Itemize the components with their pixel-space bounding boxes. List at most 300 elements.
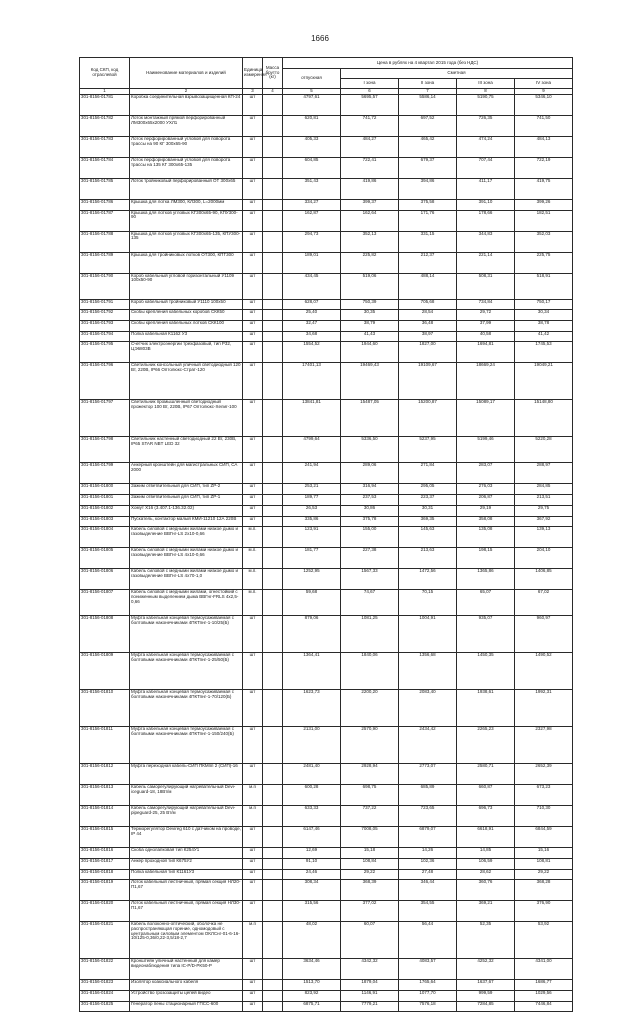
price-cell: 367,92 [515,516,573,527]
unit-cell: шт [243,179,263,200]
code-cell: 301-8156-01784 [80,158,130,179]
price-cell: 999,59 [457,990,515,1001]
table-row [80,858,573,869]
price-cell: 155,00 [341,527,399,548]
unit-cell: шт [243,848,263,859]
unit-cell: м.п [243,806,263,827]
price-cell: 2434,42 [399,727,457,764]
price-cell: 344,83 [457,231,515,252]
code-cell: 301-8156-01787 [80,210,130,231]
price-cell: 237,53 [341,495,399,506]
mass-cell [263,827,283,848]
price-cell: 19469,43 [341,363,399,400]
table-row [80,310,573,321]
price-cell: 2481,40 [283,764,341,785]
mass-cell [263,922,283,959]
name-cell: Крышка для тройниковых лотков ОТ300, КПТ300 [130,252,243,273]
unit-cell: шт [243,959,263,980]
mass-cell [263,569,283,590]
price-cell: 434,45 [283,273,341,299]
unit-cell: шт [243,901,263,922]
price-cell: 737,22 [341,806,399,827]
price-cell: 56,44 [399,922,457,959]
table-row [80,980,573,991]
price-cell: 4252,32 [457,959,515,980]
name-cell: Лоток кабельный лестничный, прямая секция НЛ30-П1,67 [130,901,243,922]
price-cell: 189,77 [283,495,341,506]
table-row [80,1001,573,1012]
unit-cell: шт [243,116,263,137]
price-cell: 289,06 [341,463,399,484]
mass-cell [263,690,283,727]
table-row [80,116,573,137]
unit-cell: м.п. [243,548,263,569]
price-cell: 368,28 [515,880,573,901]
price-cell: 2773,07 [399,764,457,785]
unit-cell: шт [243,200,263,211]
price-cell: 1406,85 [515,569,573,590]
price-cell: 241,94 [283,463,341,484]
price-cell: 284,85 [515,484,573,495]
table-row [80,527,573,548]
unit-cell: шт [243,516,263,527]
price-cell: 139,13 [515,527,573,548]
code-cell: 301-8156-01811 [80,727,130,764]
code-cell: 301-8156-01804 [80,527,130,548]
price-cell: 750,39 [341,299,399,310]
price-cell: 331,15 [399,231,457,252]
price-cell: 369,21 [457,901,515,922]
header-zone-4: IV зона [515,79,573,89]
code-cell: 301-8156-01794 [80,331,130,342]
price-cell: 685,89 [399,785,457,806]
price-cell: 1694,81 [457,342,515,363]
price-cell: 628,07 [283,299,341,310]
unit-cell: шт [243,616,263,653]
unit-cell: шт [243,310,263,321]
price-cell: 7779,21 [341,1001,399,1012]
mass-cell [263,505,283,516]
mass-cell [263,463,283,484]
unit-cell: шт [243,95,263,116]
price-cell: 696,73 [457,806,515,827]
name-cell: Светильник промышленный светодиодный прожектор 100 Вт, 220В, IP67 Оптолюкс-Хелиг-100 [130,400,243,437]
unit-cell: шт [243,463,263,484]
code-cell: 301-8156-01783 [80,137,130,158]
table-row [80,463,573,484]
table-row [80,990,573,1001]
mass-cell [263,299,283,310]
name-cell: Муфта переходная кабель-СИП ПКМпп 2 (СИП)-16 [130,764,243,785]
table-row [80,653,573,690]
price-cell: 1938,61 [457,690,515,727]
name-cell: Лоток перфорированный угловой для поворота трассы на 90 КГ 300х65-90 [130,137,243,158]
table-row [80,299,573,310]
unit-cell: м.п. [243,527,263,548]
column-number: 5 [283,89,341,95]
price-cell: 295,05 [399,484,457,495]
price-cell: 1513,70 [283,980,341,991]
price-cell: 7008,05 [341,827,399,848]
price-cell: 1365,86 [457,569,515,590]
price-cell: 30,86 [341,505,399,516]
table-row [80,764,573,785]
mass-cell [263,590,283,616]
price-cell: 15148,80 [515,400,573,437]
code-cell: 301-8156-01802 [80,505,130,516]
unit-cell: шт [243,231,263,252]
mass-cell [263,400,283,437]
price-cell: 346,44 [399,880,457,901]
price-cell: 705,68 [399,299,457,310]
table-row [80,901,573,922]
price-cell: 6618,91 [457,827,515,848]
price-cell: 508,31 [457,273,515,299]
name-cell: Пускатель, контактор малый КМИ-11210 12А 220В [130,516,243,527]
table-row [80,95,573,116]
price-cell: 18669,24 [457,363,515,400]
name-cell: Терморегулятор Devireg 610 с датчиком на проводе, IP 44 [130,827,243,848]
price-cell: 352,03 [515,231,573,252]
unit-cell: шт [243,690,263,727]
price-cell: 707,44 [457,158,515,179]
price-cell: 368,39 [341,880,399,901]
table-row [80,922,573,959]
price-cell: 710,30 [515,806,573,827]
price-cell: 15,16 [515,848,573,859]
price-cell: 879,06 [283,616,341,653]
mass-cell [263,527,283,548]
price-cell: 1992,31 [515,690,573,727]
table-row [80,548,573,569]
unit-cell: шт [243,400,263,437]
price-cell: 5237,95 [399,437,457,463]
price-cell: 726,35 [457,116,515,137]
price-cell: 19109,67 [399,363,457,400]
price-cell: 1472,56 [399,569,457,590]
price-cell: 135,08 [457,527,515,548]
price-cell: 162,64 [341,210,399,231]
name-cell: Кабель силовой с медными жилами, огнестойкий с пониженным выделением дыма ВВГнг-FRLS 4х2,5-0,66 [130,590,243,616]
price-cell: 52,35 [457,922,515,959]
price-cell: 288,97 [515,463,573,484]
name-cell: Анкерный кронштейн для магистральных СИП, СА 2000 [130,463,243,484]
unit-cell: шт [243,764,263,785]
price-cell: 1364,41 [283,653,341,690]
price-cell: 823,92 [283,990,341,1001]
price-cell: 74,67 [341,590,399,616]
name-cell: Муфта кабельная концевая термоусаживаемая с болтовыми наконечниками 4ПКТпнг-1-10/25(Б) [130,616,243,653]
price-cell: 4342,32 [341,959,399,980]
mass-cell [263,516,283,527]
price-cell: 123,91 [283,527,341,548]
price-cell: 1686,77 [515,980,573,991]
name-cell: Муфта кабельная концевая термоусаживаемая с болтовыми наконечниками 4ПКТпнг-1-70/120(Б) [130,690,243,727]
price-cell: 2265,23 [457,727,515,764]
name-cell: Скобы крепления кабельных коробов СКК50 [130,310,243,321]
name-cell: Изолятор коаксиального кабеля [130,980,243,991]
page-number: 1666 [311,34,329,43]
price-cell: 600,28 [283,785,341,806]
price-cell: 352,13 [341,231,399,252]
price-cell: 2928,94 [341,764,399,785]
column-number: 8 [457,89,515,95]
table-row [80,231,573,252]
price-cell: 223,37 [399,495,457,506]
header-mass: Масса брутто (кг) [263,58,283,89]
mass-cell [263,727,283,764]
unit-cell: шт [243,505,263,516]
code-cell: 301-8156-01807 [80,590,130,616]
table-row [80,690,573,727]
price-cell: 1081,25 [341,616,399,653]
code-cell: 301-8156-01786 [80,200,130,211]
unit-cell: шт [243,363,263,400]
price-cell: 2083,40 [399,690,457,727]
price-cell: 519,06 [341,273,399,299]
mass-cell [263,880,283,901]
price-cell: 38,79 [341,321,399,332]
price-cell: 484,27 [341,137,399,158]
table-row [80,590,573,616]
table-row [80,806,573,827]
price-cell: 40,58 [457,331,515,342]
name-cell: Светильник настенный светодиодный 22 Вт, 230В, IP65 STAR NBT LED 32 [130,437,243,463]
price-cell: 518,91 [515,273,573,299]
code-cell: 301-8156-01824 [80,990,130,1001]
price-cell: 419,75 [515,179,573,200]
code-cell: 301-8156-01793 [80,321,130,332]
name-cell: Лоток кабельный лестничный, прямая секция НЛ20-П1,67 [130,880,243,901]
price-cell: 29,22 [341,869,399,880]
name-cell: Коробка соединительная взрывозащищенная КП-24 [130,95,243,116]
price-cell: 722,41 [341,158,399,179]
price-cell: 225,82 [341,252,399,273]
unit-cell: шт [243,990,263,1001]
table-row [80,179,573,200]
price-cell: 394,86 [399,179,457,200]
price-cell: 6844,59 [515,827,573,848]
price-cell: 660,87 [457,785,515,806]
name-cell: Крышка для лотка ЛМ300, КЛ300, L=2000мм [130,200,243,211]
table-row [80,342,573,363]
name-cell: Зажим ответвительный для СИП, тип ZP-1 [130,495,243,506]
table-row [80,252,573,273]
name-cell: Полка кабельная тип К1161У3 [130,869,243,880]
price-cell: 276,03 [457,484,515,495]
header-code: Код СКП, код отраслевой [80,58,130,89]
price-cell: 12,69 [283,848,341,859]
name-cell: Генератор пены стационарный ГПСС-600 [130,1001,243,1012]
price-cell: 29,22 [515,869,573,880]
unit-cell: шт [243,1001,263,1012]
unit-cell: шт [243,495,263,506]
mass-cell [263,137,283,158]
price-cell: 65,07 [457,590,515,616]
table-row [80,400,573,437]
price-cell: 60,07 [341,922,399,959]
table-row [80,210,573,231]
price-cell: 7446,84 [515,1001,573,1012]
code-cell: 301-8156-01810 [80,690,130,727]
price-cell: 4797,61 [283,95,341,116]
name-cell: Крышка для лотков угловых КГ300х65-135, КПУ300-135 [130,231,243,252]
price-cell: 253,21 [283,484,341,495]
price-cell: 1840,06 [341,653,399,690]
table-row [80,848,573,859]
table-row [80,200,573,211]
price-cell: 315,56 [283,901,341,922]
price-cell: 25,40 [283,310,341,321]
name-cell: Скоба однолапковая тип К254У1 [130,848,243,859]
price-cell: 29,19 [457,505,515,516]
price-cell: 698,75 [341,785,399,806]
price-cell: 198,15 [457,548,515,569]
price-cell: 38,78 [515,321,573,332]
unit-cell: шт [243,484,263,495]
price-cell: 2652,39 [515,764,573,785]
price-cell: 723,65 [399,806,457,827]
price-cell: 633,33 [283,806,341,827]
price-cell: 1944,60 [341,342,399,363]
price-cell: 4799,64 [283,437,341,463]
mass-cell [263,484,283,495]
mass-cell [263,858,283,869]
price-cell: 5586,14 [399,95,457,116]
column-number: 4 [263,89,283,95]
price-cell: 26,53 [283,505,341,516]
name-cell: Анкер проходной тип К675У2 [130,858,243,869]
mass-cell [263,959,283,980]
price-cell: 7284,85 [457,1001,515,1012]
price-cell: 399,37 [341,200,399,211]
price-cell: 28,62 [457,869,515,880]
name-cell: Скобы крепления кабельных лотков СКК100 [130,321,243,332]
price-cell: 178,66 [457,210,515,231]
name-cell: Хомут Х16 (3.407.1-136.32.02) [130,505,243,516]
mass-cell [263,95,283,116]
table-row [80,137,573,158]
mass-cell [263,901,283,922]
price-cell: 206,87 [457,495,515,506]
price-cell: 1637,67 [457,980,515,991]
unit-cell: шт [243,437,263,463]
table-row [80,785,573,806]
price-cell: 405,33 [283,137,341,158]
price-cell: 1146,91 [341,990,399,1001]
mass-cell [263,179,283,200]
price-cell: 5695,57 [341,95,399,116]
price-cell: 221,14 [457,252,515,273]
name-cell: Муфта кабельная концевая термоусаживаемая с болтовыми наконечниками 4ПКТпнг-1-150/240(Б) [130,727,243,764]
price-cell: 316,94 [341,484,399,495]
code-cell: 301-8156-01797 [80,400,130,437]
mass-cell [263,616,283,653]
code-cell: 301-8156-01795 [80,342,130,363]
code-cell: 301-8156-01791 [80,299,130,310]
code-cell: 301-8156-01813 [80,785,130,806]
code-cell: 301-8156-01801 [80,495,130,506]
price-cell: 15089,17 [457,400,515,437]
price-cell: 375,58 [399,200,457,211]
price-cell: 465,42 [399,137,457,158]
name-cell: Кабель саморегулирующий нагревательный Devi-iceguard-18, 18Вт/м [130,785,243,806]
price-cell: 34,68 [283,331,341,342]
mass-cell [263,848,283,859]
price-cell: 4341,00 [515,959,573,980]
price-cell: 375,78 [341,516,399,527]
mass-cell [263,158,283,179]
mass-cell [263,310,283,321]
price-cell: 1356,68 [399,653,457,690]
name-cell: Светильник консольный уличный светодиодный 120 Вт, 220В, IP66 Оптолюкс-Страт-120 [130,363,243,400]
price-cell: 14,85 [457,848,515,859]
price-cell: 741,72 [341,116,399,137]
name-cell: Короб кабельный тройниковый У1110 100х50 [130,299,243,310]
code-cell: 301-8156-01788 [80,231,130,252]
price-cell: 5190,75 [457,95,515,116]
table-row [80,827,573,848]
price-cell: 5346,10 [515,95,573,116]
price-cell: 91,10 [283,858,341,869]
mass-cell [263,653,283,690]
price-cell: 5199,46 [457,437,515,463]
table-row [80,880,573,901]
price-cell: 335,86 [283,516,341,527]
price-cell: 30,31 [399,505,457,516]
price-cell: 1745,53 [515,342,573,363]
unit-cell: шт [243,158,263,179]
price-cell: 474,24 [457,137,515,158]
price-cell: 2131,00 [283,727,341,764]
table-row [80,158,573,179]
header-zone-1: I зона [341,79,399,89]
price-cell: 213,63 [399,548,457,569]
unit-cell: шт [243,137,263,158]
price-cell: 960,97 [515,616,573,653]
mass-cell [263,990,283,1001]
table-row [80,959,573,980]
price-cell: 411,17 [457,179,515,200]
price-cell: 376,90 [515,901,573,922]
price-cell: 4083,57 [399,959,457,980]
price-cell: 15487,05 [341,400,399,437]
price-cell: 7576,18 [399,1001,457,1012]
price-cell: 24,46 [283,869,341,880]
unit-cell: шт [243,880,263,901]
code-cell: 301-8156-01819 [80,880,130,901]
price-cell: 419,86 [341,179,399,200]
code-cell: 301-8156-01782 [80,116,130,137]
mass-cell [263,980,283,991]
price-cell: 741,50 [515,116,573,137]
price-cell: 369,35 [399,516,457,527]
price-cell: 1623,73 [283,690,341,727]
price-cell: 1029,56 [515,990,573,1001]
price-cell: 3634,46 [283,959,341,980]
price-cell: 1567,33 [341,569,399,590]
mass-cell [263,764,283,785]
price-cell: 189,01 [283,252,341,273]
header-estimate-price: Сметная [341,69,573,79]
code-cell: 301-8156-01796 [80,363,130,400]
price-cell: 1827,00 [399,342,457,363]
table-row [80,727,573,764]
unit-cell: шт [243,653,263,690]
price-cell: 399,26 [515,200,573,211]
unit-cell: шт [243,342,263,363]
name-cell: Короб кабельный угловой горизонтальный У1109 100х50-90 [130,273,243,299]
